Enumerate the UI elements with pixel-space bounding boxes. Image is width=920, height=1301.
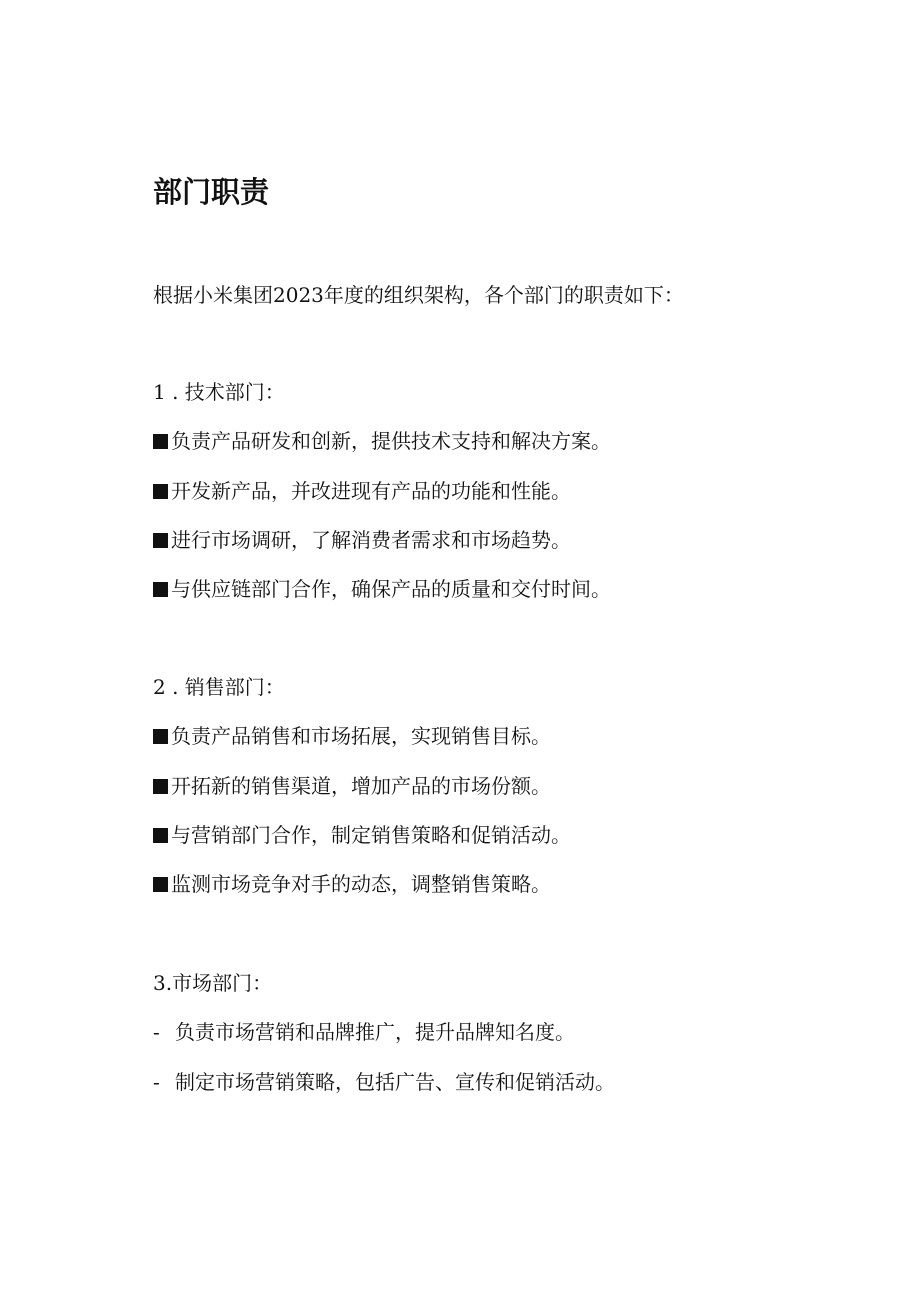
list-item xyxy=(153,525,571,555)
list-item-text: 负责市场营销和品牌推广，提升品牌知名度。 xyxy=(175,1020,575,1044)
list-item-text: 负责产品研发和创新，提供技术支持和解决方案。 xyxy=(171,429,611,453)
list-item xyxy=(153,426,611,456)
list-item-text: 开拓新的销售渠道，增加产品的市场份额。 xyxy=(171,774,551,798)
dash-marker: - xyxy=(153,1020,160,1044)
dash-marker: - xyxy=(153,1070,160,1094)
section-heading-sales: 2 . 销售部门： xyxy=(153,675,285,699)
list-item-text: 开发新产品，并改进现有产品的功能和性能。 xyxy=(171,479,571,503)
section-heading-marketing: 3.市场部门： xyxy=(153,971,273,995)
list-item xyxy=(153,820,571,850)
list-item xyxy=(153,476,571,506)
list-item-text: 负责产品销售和市场拓展，实现销售目标。 xyxy=(171,724,551,748)
square-bullet-icon xyxy=(153,582,168,597)
page-title: 部门职责 xyxy=(153,175,270,209)
list-item xyxy=(153,1067,615,1097)
square-bullet-icon xyxy=(153,484,168,499)
intro-paragraph: 根据小米集团2023年度的组织架构，各个部门的职责如下： xyxy=(153,283,684,307)
list-item xyxy=(153,869,551,899)
square-bullet-icon xyxy=(153,877,168,892)
square-bullet-icon xyxy=(153,434,168,449)
list-item-text: 制定市场营销策略，包括广告、宣传和促销活动。 xyxy=(175,1070,615,1094)
square-bullet-icon xyxy=(153,729,168,744)
list-item xyxy=(153,721,551,751)
list-item xyxy=(153,771,551,801)
list-item xyxy=(153,1017,575,1047)
list-item-text: 进行市场调研，了解消费者需求和市场趋势。 xyxy=(171,528,571,552)
square-bullet-icon xyxy=(153,779,168,794)
square-bullet-icon xyxy=(153,828,168,843)
list-item xyxy=(153,574,611,604)
list-item-text: 监测市场竞争对手的动态，调整销售策略。 xyxy=(171,872,551,896)
section-heading-tech: 1 . 技术部门： xyxy=(153,380,285,404)
list-item-text: 与供应链部门合作，确保产品的质量和交付时间。 xyxy=(171,577,611,601)
square-bullet-icon xyxy=(153,533,168,548)
list-item-text: 与营销部门合作，制定销售策略和促销活动。 xyxy=(171,823,571,847)
